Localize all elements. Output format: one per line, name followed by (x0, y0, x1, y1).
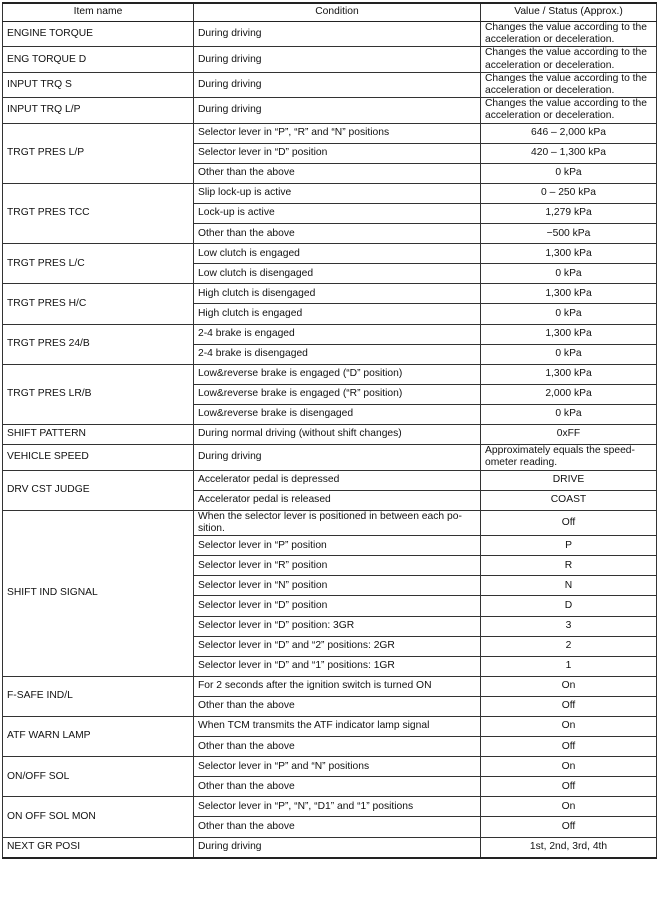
condition-cell: Low&reverse brake is engaged (“D” position) (194, 364, 481, 384)
item-name-cell: TRGT PRES TCC (3, 183, 194, 243)
value-status-cell: Changes the value according to the acceleration or deceleration. (481, 98, 657, 123)
condition-cell: Selector lever in “D” position (194, 143, 481, 163)
condition-cell: Low&reverse brake is engaged (“R” position) (194, 384, 481, 404)
item-name-cell: DRV CST JUDGE (3, 470, 194, 510)
value-status-cell: COAST (481, 490, 657, 510)
item-name-cell: TRGT PRES L/P (3, 123, 194, 183)
item-name-cell: SHIFT PATTERN (3, 425, 194, 445)
value-status-cell: On (481, 797, 657, 817)
value-status-cell: Off (481, 777, 657, 797)
table-header-row (3, 3, 657, 22)
value-status-cell: Approximately equals the speed-ometer reading. (481, 445, 657, 470)
table-row (3, 716, 657, 736)
condition-cell: Low&reverse brake is disengaged (194, 404, 481, 424)
condition-cell: For 2 seconds after the ignition switch is turned ON (194, 676, 481, 696)
condition-cell: Selector lever in “N” position (194, 576, 481, 596)
condition-cell: Accelerator pedal is released (194, 490, 481, 510)
value-status-cell: 0 kPa (481, 304, 657, 324)
value-status-cell: 2,000 kPa (481, 384, 657, 404)
table-row (3, 470, 657, 490)
condition-cell: During normal driving (without shift changes) (194, 425, 481, 445)
value-status-cell: 3 (481, 616, 657, 636)
condition-cell: Selector lever in “D” and “2” positions: 2GR (194, 636, 481, 656)
value-status-cell: 1,300 kPa (481, 364, 657, 384)
item-name-cell: ON/OFF SOL (3, 757, 194, 797)
condition-cell: 2-4 brake is engaged (194, 324, 481, 344)
condition-cell: Selector lever in “D” and “1” positions: 1GR (194, 656, 481, 676)
condition-cell: Accelerator pedal is depressed (194, 470, 481, 490)
condition-cell: Other than the above (194, 777, 481, 797)
item-name-cell: INPUT TRQ S (3, 72, 194, 97)
value-status-cell: 0 kPa (481, 404, 657, 424)
item-name-cell: NEXT GR POSI (3, 837, 194, 858)
value-status-cell: D (481, 596, 657, 616)
condition-cell: Other than the above (194, 696, 481, 716)
data-monitor-table (2, 2, 657, 859)
value-status-cell: −500 kPa (481, 224, 657, 244)
condition-cell: During driving (194, 47, 481, 72)
condition-cell: Other than the above (194, 817, 481, 837)
table-row (3, 676, 657, 696)
value-status-cell: 1,300 kPa (481, 324, 657, 344)
table-row (3, 244, 657, 264)
value-status-cell: N (481, 576, 657, 596)
value-status-cell: 1,300 kPa (481, 284, 657, 304)
item-name-cell: INPUT TRQ L/P (3, 98, 194, 123)
value-status-cell: P (481, 536, 657, 556)
condition-cell: During driving (194, 22, 481, 47)
value-status-cell: On (481, 757, 657, 777)
condition-cell: Other than the above (194, 163, 481, 183)
condition-cell: Selector lever in “D” position (194, 596, 481, 616)
table-row (3, 324, 657, 344)
table-row (3, 123, 657, 143)
condition-cell: During driving (194, 72, 481, 97)
condition-cell: When TCM transmits the ATF indicator lamp signal (194, 716, 481, 736)
value-status-cell: Off (481, 737, 657, 757)
table-row (3, 183, 657, 203)
table-row (3, 72, 657, 97)
item-name-cell: VEHICLE SPEED (3, 445, 194, 470)
header-condition: Condition (194, 3, 481, 22)
value-status-cell: Changes the value according to the acceleration or deceleration. (481, 72, 657, 97)
value-status-cell: 0 kPa (481, 344, 657, 364)
item-name-cell: TRGT PRES LR/B (3, 364, 194, 424)
condition-cell: Other than the above (194, 737, 481, 757)
value-status-cell: 1,300 kPa (481, 244, 657, 264)
table-row (3, 364, 657, 384)
condition-cell: Low clutch is disengaged (194, 264, 481, 284)
table-row (3, 510, 657, 535)
condition-cell: When the selector lever is positioned in between each po-sition. (194, 510, 481, 535)
table-row (3, 837, 657, 858)
table-row (3, 22, 657, 47)
condition-cell: Selector lever in “P”, “R” and “N” positions (194, 123, 481, 143)
item-name-cell: F-SAFE IND/L (3, 676, 194, 716)
condition-cell: Selector lever in “D” position: 3GR (194, 616, 481, 636)
value-status-cell: 0 – 250 kPa (481, 183, 657, 203)
value-status-cell: 1st, 2nd, 3rd, 4th (481, 837, 657, 858)
value-status-cell: 646 – 2,000 kPa (481, 123, 657, 143)
condition-cell: Other than the above (194, 224, 481, 244)
condition-cell: Low clutch is engaged (194, 244, 481, 264)
value-status-cell: 0xFF (481, 425, 657, 445)
value-status-cell: Off (481, 696, 657, 716)
condition-cell: High clutch is disengaged (194, 284, 481, 304)
condition-cell: During driving (194, 837, 481, 858)
condition-cell: High clutch is engaged (194, 304, 481, 324)
value-status-cell: DRIVE (481, 470, 657, 490)
header-item-name: Item name (3, 3, 194, 22)
value-status-cell: On (481, 676, 657, 696)
condition-cell: Selector lever in “R” position (194, 556, 481, 576)
item-name-cell: ON OFF SOL MON (3, 797, 194, 837)
value-status-cell: On (481, 716, 657, 736)
table-row (3, 757, 657, 777)
condition-cell: Selector lever in “P”, “N”, “D1” and “1” positions (194, 797, 481, 817)
value-status-cell: 0 kPa (481, 264, 657, 284)
item-name-cell: ENG TORQUE D (3, 47, 194, 72)
condition-cell: Selector lever in “P” position (194, 536, 481, 556)
condition-cell: Selector lever in “P” and “N” positions (194, 757, 481, 777)
condition-cell: Slip lock-up is active (194, 183, 481, 203)
item-name-cell: ATF WARN LAMP (3, 716, 194, 756)
table-row (3, 47, 657, 72)
header-value-status: Value / Status (Approx.) (481, 3, 657, 22)
value-status-cell: 1,279 kPa (481, 204, 657, 224)
item-name-cell: ENGINE TORQUE (3, 22, 194, 47)
table-row (3, 445, 657, 470)
value-status-cell: R (481, 556, 657, 576)
condition-cell: Lock-up is active (194, 204, 481, 224)
table-body (3, 22, 657, 858)
condition-cell: During driving (194, 98, 481, 123)
value-status-cell: 420 – 1,300 kPa (481, 143, 657, 163)
item-name-cell: TRGT PRES L/C (3, 244, 194, 284)
value-status-cell: Changes the value according to the acceleration or deceleration. (481, 47, 657, 72)
condition-cell: 2-4 brake is disengaged (194, 344, 481, 364)
value-status-cell: 0 kPa (481, 163, 657, 183)
value-status-cell: 1 (481, 656, 657, 676)
item-name-cell: SHIFT IND SIGNAL (3, 510, 194, 676)
value-status-cell: 2 (481, 636, 657, 656)
condition-cell: During driving (194, 445, 481, 470)
value-status-cell: Changes the value according to the acceleration or deceleration. (481, 22, 657, 47)
item-name-cell: TRGT PRES H/C (3, 284, 194, 324)
value-status-cell: Off (481, 510, 657, 535)
table-row (3, 284, 657, 304)
value-status-cell: Off (481, 817, 657, 837)
table-row (3, 797, 657, 817)
item-name-cell: TRGT PRES 24/B (3, 324, 194, 364)
table-row (3, 98, 657, 123)
table-row (3, 425, 657, 445)
